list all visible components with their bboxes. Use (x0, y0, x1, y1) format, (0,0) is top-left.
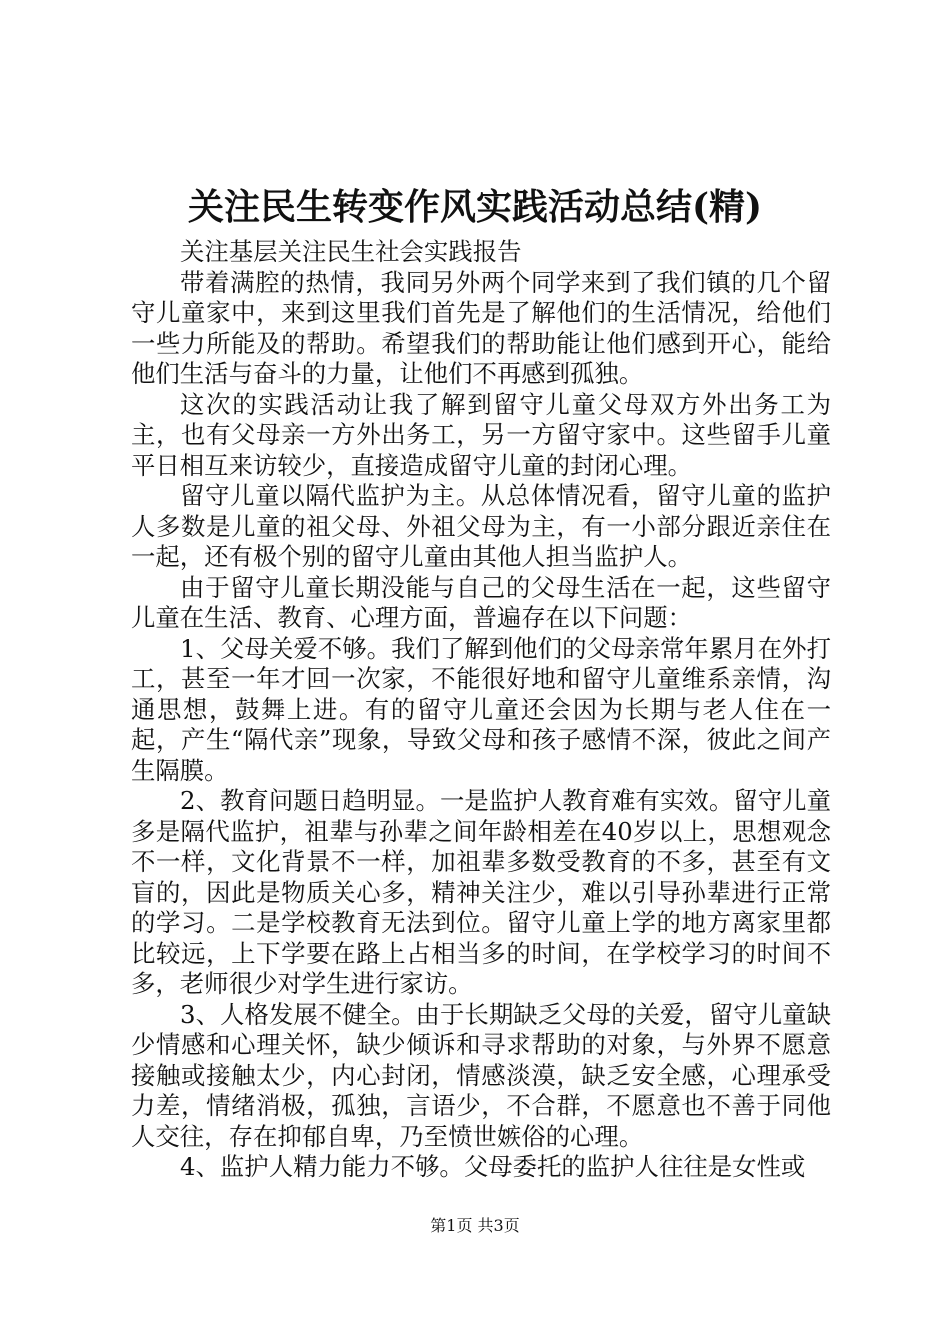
paragraph: 带着满腔的热情，我同另外两个同学来到了我们镇的几个留守儿童家中，来到这里我们首先是了解他们的生活情况，给他们一些力所能及的帮助。希望我们的帮助能让他们感到开心，能给他们生活与奋斗的力量，让他们不再感到孤独。 (131, 267, 831, 388)
page-footer: 第1页 共3页 (430, 1216, 520, 1235)
document-body (131, 237, 831, 1183)
paragraph: 留守儿童以隔代监护为主。从总体情况看，留守儿童的监护人多数是儿童的祖父母、外祖父母为主，有一小部分跟近亲住在一起，还有极个别的留守儿童由其他人担当监护人。 (131, 481, 831, 571)
paragraph-subtitle: 关注基层关注民生社会实践报告 (180, 237, 522, 266)
paragraph-point-3: 3、人格发展不健全。由于长期缺乏父母的关爱，留守儿童缺少情感和心理关怀，缺少倾诉和寻求帮助的对象，与外界不愿意接触或接触太少，内心封闭，情感淡漠，缺乏安全感，心理承受力差，情绪消极，孤独，言语少，不合群，不愿意也不善于同他人交往，存在抑郁自卑，乃至愤世嫉俗的心理。 (131, 999, 831, 1151)
paragraph-point-4: 4、监护人精力能力不够。父母委托的监护人往往是女性或 (180, 1152, 806, 1181)
paragraph-point-1: 1、父母关爱不够。我们了解到他们的父母亲常年累月在外打工，甚至一年才回一次家，不能很好地和留守儿童维系亲情，沟通思想，鼓舞上进。有的留守儿童还会因为长期与老人住在一起，产生“隔代亲”现象，导致父母和孩子感情不深，彼此之间产生隔膜。 (131, 633, 831, 785)
paragraph-point-2: 2、教育问题日趋明显。一是监护人教育难有实效。留守儿童多是隔代监护，祖辈与孙辈之间年龄相差在40岁以上，思想观念不一样，文化背景不一样，加祖辈多数受教育的不多，甚至有文盲的，因此是物质关心多，精神关注少，难以引导孙辈进行正常的学习。二是学校教育无法到位。留守儿童上学的地方离家里都比较远，上下学要在路上占相当多的时间，在学校学习的时间不多，老师很少对学生进行家访。 (131, 786, 831, 998)
paragraph: 这次的实践活动让我了解到留守儿童父母双方外出务工为主，也有父母亲一方外出务工，另一方留守家中。这些留手儿童平日相互来访较少，直接造成留守儿童的封闭心理。 (131, 389, 831, 480)
paragraph: 由于留守儿童长期没能与自己的父母生活在一起，这些留守儿童在生活、教育、心理方面，普遍存在以下问题： (131, 572, 831, 632)
document-title: 关注民生转变作风实践活动总结(精) (187, 186, 763, 228)
